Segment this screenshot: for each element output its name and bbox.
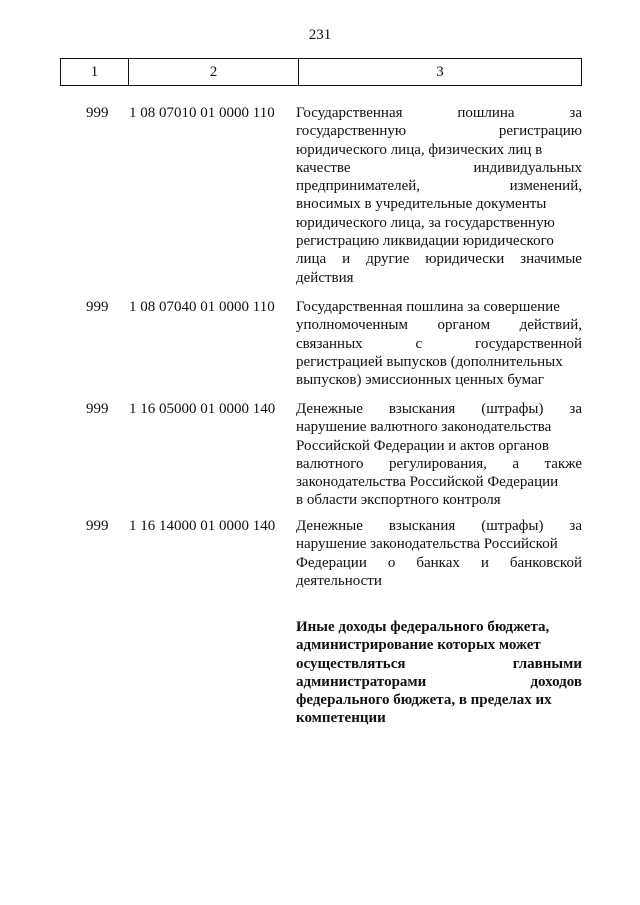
kbk-code: 1 08 07010 01 0000 110 bbox=[129, 105, 275, 121]
kbk-code: 1 08 07040 01 0000 110 bbox=[129, 299, 275, 315]
admin-code: 999 bbox=[86, 518, 109, 534]
text-line bbox=[296, 473, 582, 491]
kbk-code: 1 16 05000 01 0000 140 bbox=[129, 401, 276, 417]
text-segment: государственной bbox=[475, 335, 582, 352]
text-segment: нарушение законодательства Российской bbox=[296, 536, 558, 553]
text-segment: в области экспортного контроля bbox=[296, 492, 501, 509]
text-segment: уполномоченным bbox=[296, 317, 408, 334]
text-segment: Денежные bbox=[296, 401, 363, 417]
text-line bbox=[296, 636, 582, 654]
text-line bbox=[296, 316, 582, 334]
text-segment: регистрацию bbox=[498, 123, 582, 140]
text-segment: Российской Федерации и актов органов bbox=[296, 437, 549, 454]
text-line bbox=[296, 491, 582, 509]
text-segment: банках bbox=[416, 554, 460, 571]
text-segment: и bbox=[480, 554, 489, 571]
text-segment: регулирования, bbox=[388, 455, 487, 472]
text-segment: о bbox=[387, 554, 396, 571]
text-segment: действия bbox=[296, 269, 354, 286]
text-line bbox=[296, 517, 582, 535]
text-line bbox=[296, 195, 582, 213]
text-line bbox=[296, 535, 582, 553]
text-segment: юридически bbox=[425, 251, 505, 268]
text-line bbox=[296, 655, 582, 673]
text-line bbox=[296, 298, 582, 316]
text-segment: качестве bbox=[296, 159, 351, 176]
text-line bbox=[296, 455, 582, 473]
text-line bbox=[296, 269, 582, 287]
income-description bbox=[296, 400, 582, 510]
text-segment: Иные доходы федерального бюджета, bbox=[296, 619, 550, 635]
text-segment: банковской bbox=[509, 554, 582, 571]
text-line bbox=[296, 437, 582, 455]
header-col-3: 3 bbox=[436, 63, 444, 80]
kbk-code: 1 16 14000 01 0000 140 bbox=[129, 518, 276, 534]
text-line bbox=[296, 418, 582, 436]
header-col-1: 1 bbox=[61, 59, 129, 85]
text-line bbox=[296, 159, 582, 177]
text-segment: с bbox=[415, 335, 423, 352]
header-col-2: 2 bbox=[129, 59, 299, 85]
text-segment: лица bbox=[296, 251, 327, 268]
text-segment: а bbox=[512, 455, 520, 472]
text-segment: (штрафы) bbox=[481, 518, 544, 534]
text-segment: выпусков) эмиссионных ценных бумаг bbox=[296, 372, 544, 389]
admin-code: 999 bbox=[86, 401, 109, 417]
text-segment: регистрацию ликвидации юридического bbox=[296, 233, 554, 250]
income-description bbox=[296, 517, 582, 590]
text-segment: пошлина bbox=[457, 105, 515, 121]
text-segment: главными bbox=[512, 655, 582, 672]
text-line bbox=[296, 141, 582, 159]
text-line bbox=[296, 618, 582, 636]
text-segment: государственную bbox=[296, 123, 407, 140]
text-segment: нарушение валютного законодательства bbox=[296, 419, 552, 436]
text-line bbox=[296, 104, 582, 122]
text-segment: вносимых в учредительные документы bbox=[296, 196, 547, 213]
text-segment: валютного bbox=[296, 455, 364, 472]
text-line bbox=[296, 232, 582, 250]
text-segment: другие bbox=[366, 251, 410, 268]
section-heading bbox=[296, 618, 582, 728]
text-segment: законодательства Российской Федерации bbox=[296, 474, 559, 491]
text-segment: доходов bbox=[530, 673, 582, 690]
text-segment: предпринимателей, bbox=[296, 178, 421, 195]
text-segment: Денежные bbox=[296, 518, 363, 534]
text-segment: Государственная пошлина за совершение bbox=[296, 299, 560, 315]
text-segment: органом bbox=[437, 317, 491, 334]
admin-code: 999 bbox=[86, 105, 109, 121]
text-line bbox=[296, 709, 582, 727]
text-line bbox=[296, 214, 582, 232]
text-line bbox=[296, 335, 582, 353]
text-segment: за bbox=[569, 401, 582, 417]
text-segment: за bbox=[569, 105, 582, 121]
income-description bbox=[296, 104, 582, 287]
text-segment: администраторами bbox=[296, 673, 427, 690]
text-segment: Государственная bbox=[296, 105, 403, 121]
text-segment: юридического лица, физических лиц в bbox=[296, 141, 543, 158]
text-segment: и bbox=[342, 251, 351, 268]
text-line bbox=[296, 353, 582, 371]
text-segment: компетенции bbox=[296, 710, 386, 727]
text-line bbox=[296, 371, 582, 389]
text-segment: также bbox=[544, 455, 582, 472]
text-segment: значимые bbox=[520, 251, 582, 268]
text-segment: связанных bbox=[296, 335, 363, 352]
text-segment: федерального бюджета, в пределах их bbox=[296, 692, 552, 709]
text-line bbox=[296, 572, 582, 590]
text-segment: за bbox=[569, 518, 582, 534]
text-line bbox=[296, 250, 582, 268]
text-line bbox=[296, 691, 582, 709]
text-line bbox=[296, 400, 582, 418]
text-segment: осуществляться bbox=[296, 655, 406, 672]
text-segment: индивидуальных bbox=[473, 159, 582, 176]
text-line bbox=[296, 673, 582, 691]
text-segment: деятельности bbox=[296, 572, 382, 589]
text-segment: Федерации bbox=[296, 554, 367, 571]
text-segment: взыскания bbox=[388, 401, 456, 417]
text-segment: юридического лица, за государственную bbox=[296, 214, 555, 231]
text-segment: взыскания bbox=[388, 518, 456, 534]
page-number: 231 bbox=[308, 27, 332, 43]
income-description bbox=[296, 298, 582, 389]
text-line bbox=[296, 122, 582, 140]
text-segment: администрирование которых может bbox=[296, 637, 541, 654]
text-segment: (штрафы) bbox=[481, 401, 544, 417]
text-segment: изменений, bbox=[509, 178, 582, 195]
table-header bbox=[60, 58, 582, 86]
text-line bbox=[296, 177, 582, 195]
text-line bbox=[296, 554, 582, 572]
admin-code: 999 bbox=[86, 299, 109, 315]
text-segment: регистрацией выпусков (дополнительных bbox=[296, 353, 563, 370]
text-segment: действий, bbox=[519, 317, 582, 334]
